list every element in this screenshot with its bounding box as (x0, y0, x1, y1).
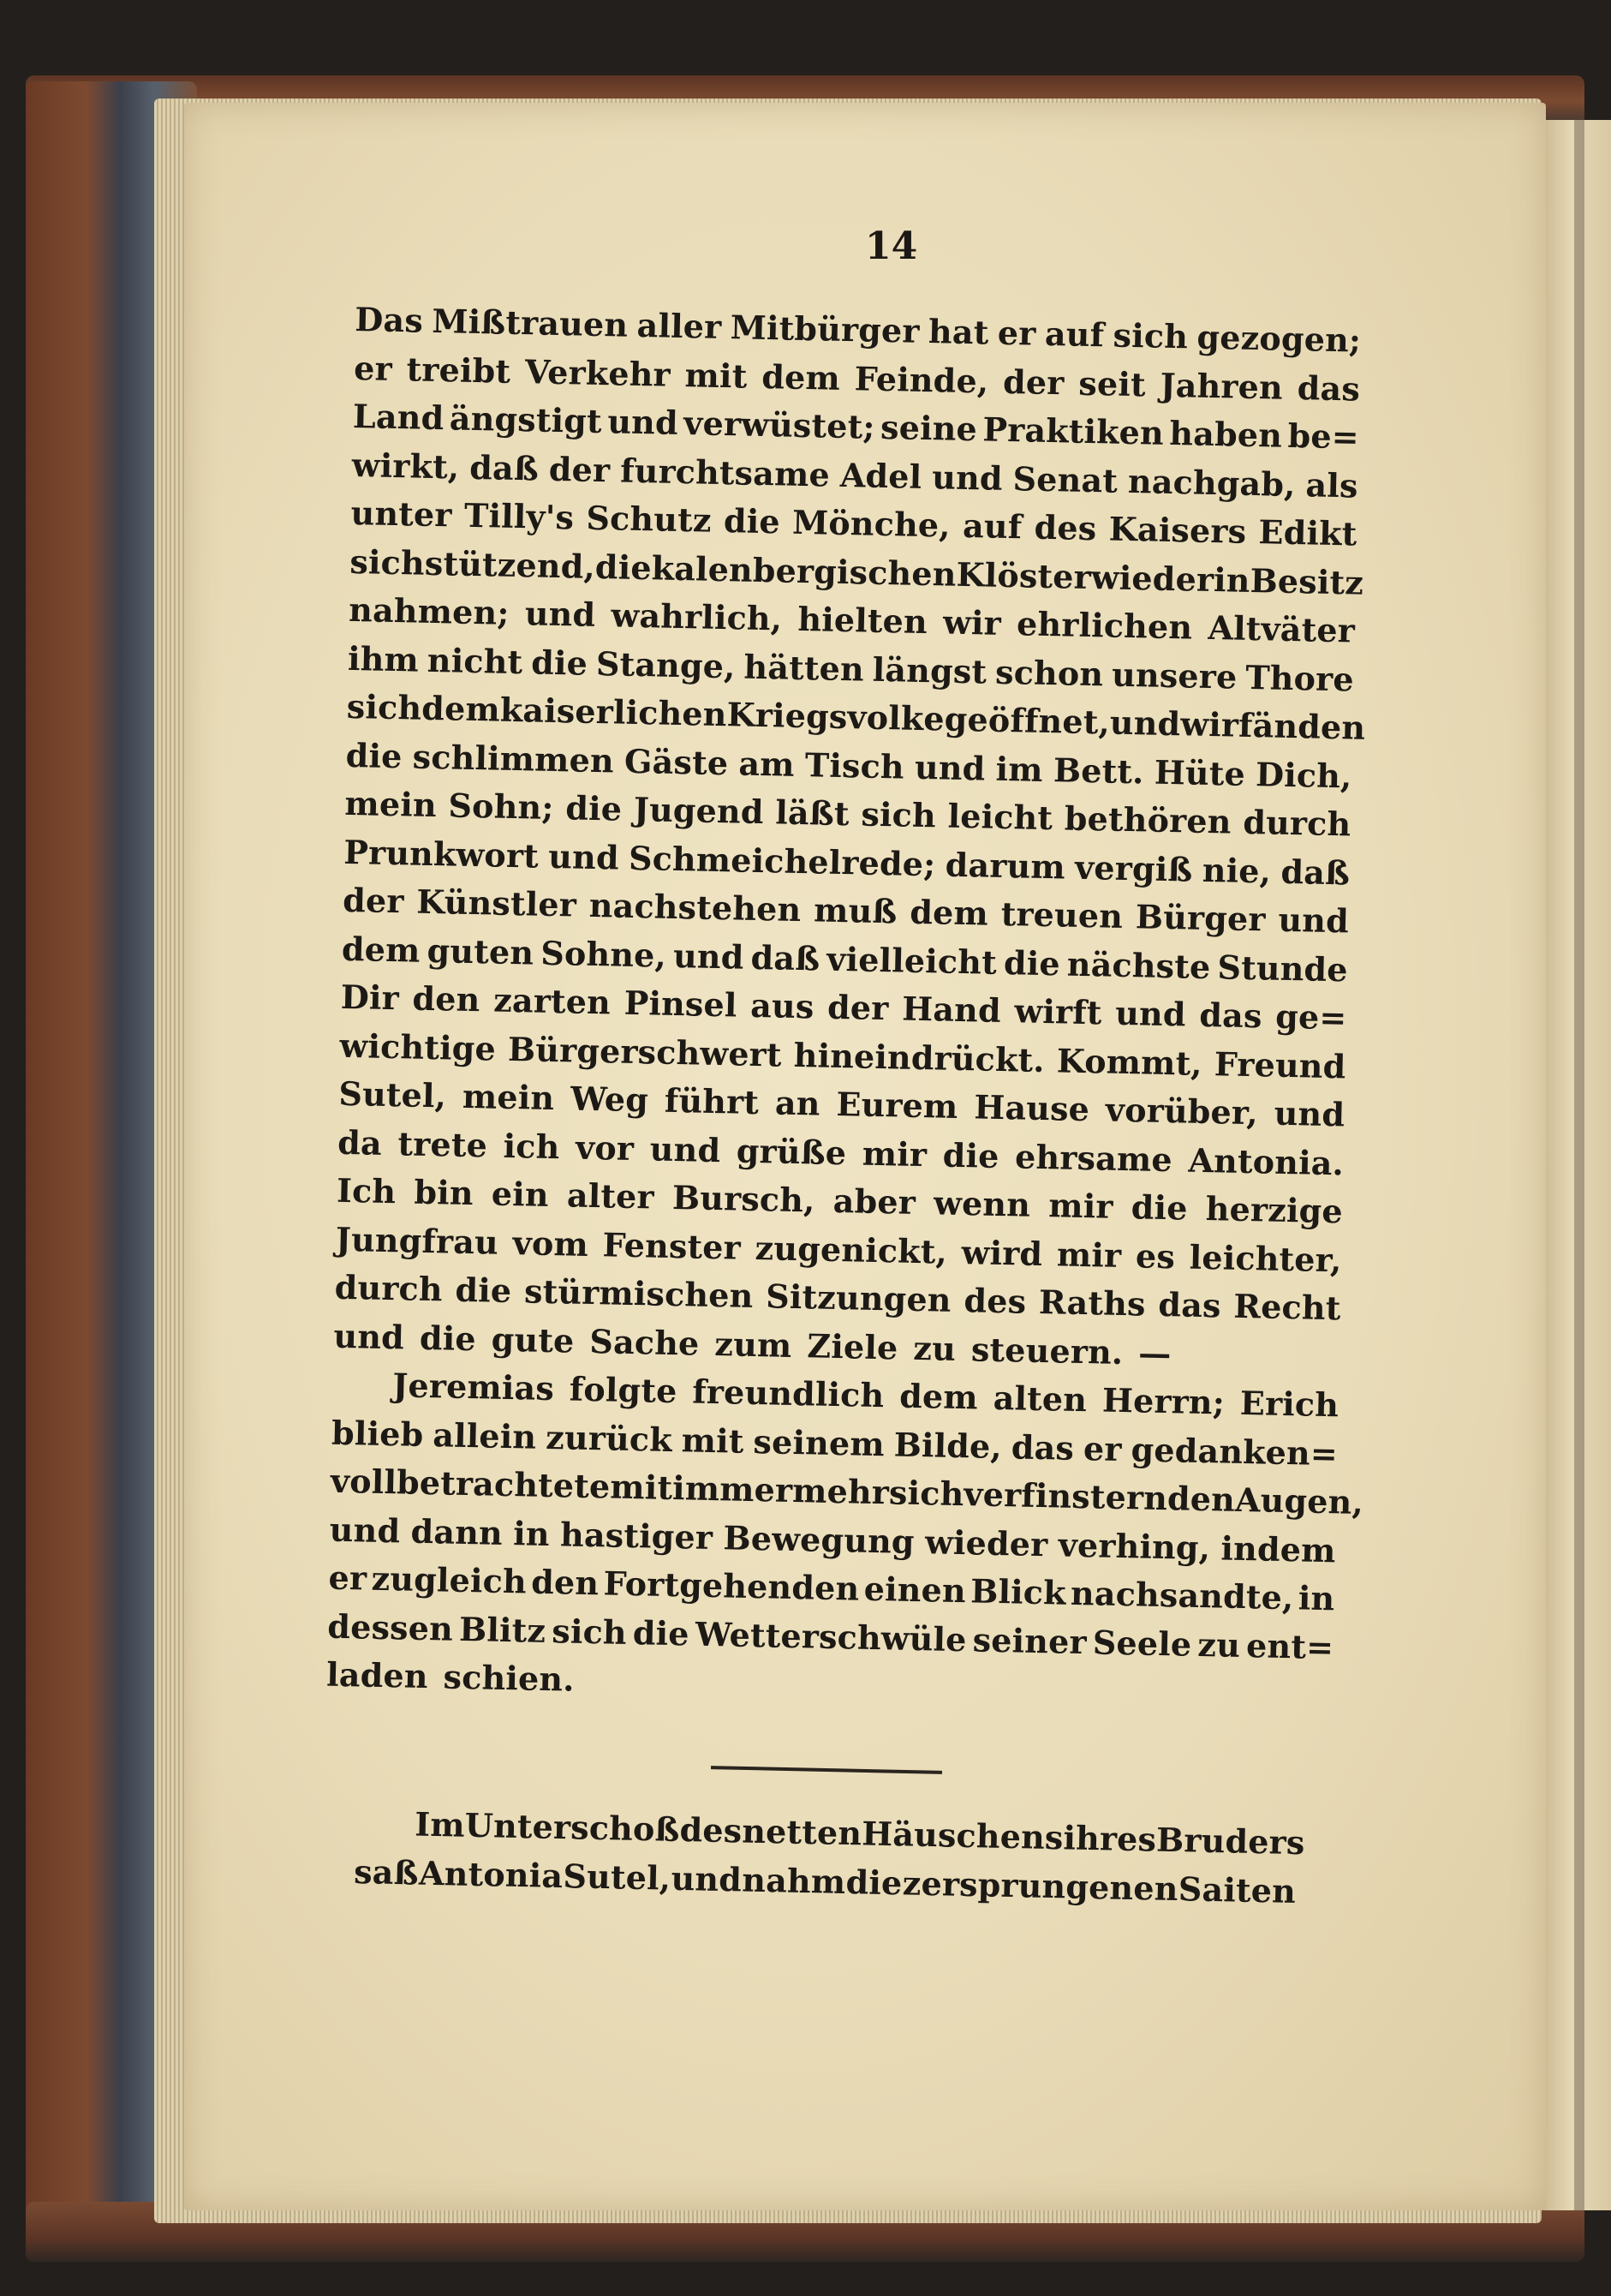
word: gedanken= (1131, 1429, 1339, 1473)
word: Senat (1012, 458, 1119, 500)
word: des (964, 1281, 1027, 1321)
word: die (845, 1862, 903, 1902)
word: im (995, 749, 1044, 789)
word: mein (462, 1076, 555, 1118)
word: den (530, 1562, 600, 1603)
word: seinem (753, 1421, 886, 1463)
word: Bürger (1135, 897, 1267, 939)
word: Stunde (1217, 947, 1349, 989)
word: Sitzungen (765, 1277, 952, 1319)
word: an (774, 1083, 821, 1123)
word: und (671, 1858, 743, 1898)
word: alter (566, 1175, 655, 1217)
word: Seele (1092, 1622, 1192, 1664)
word: das (1198, 995, 1263, 1036)
word: sich (1113, 315, 1189, 356)
word: der (1002, 362, 1065, 402)
word: Ich (336, 1170, 397, 1211)
word: die (455, 1270, 512, 1311)
word: nicht (427, 640, 523, 681)
word: Kaisers (1108, 509, 1247, 551)
word: des (1034, 507, 1097, 548)
word: steuern. (970, 1329, 1124, 1372)
word: furchtsame (619, 451, 831, 494)
word: nahm (741, 1859, 846, 1901)
word: Sohne, (540, 933, 667, 975)
word: und (1114, 993, 1187, 1034)
word: vorüber, (1105, 1090, 1259, 1133)
word: des (679, 1809, 743, 1851)
word: zum (713, 1324, 792, 1365)
word: durch (334, 1267, 444, 1309)
word: indem (1220, 1528, 1337, 1570)
word: den (412, 978, 481, 1019)
word: zersprungenen (902, 1863, 1179, 1908)
word: und (606, 402, 679, 442)
word: da (337, 1122, 383, 1163)
word: und (672, 936, 745, 977)
word: wieder (924, 1522, 1048, 1564)
word: und (329, 1510, 401, 1550)
word: Das (354, 299, 424, 340)
word: der (342, 880, 405, 921)
word: das (1011, 1426, 1075, 1468)
word: darum (945, 845, 1066, 886)
word: daß (750, 937, 820, 978)
word: Kommt, (1056, 1040, 1203, 1083)
word: sich (346, 686, 422, 727)
word: und (524, 594, 596, 634)
word: zurück (545, 1417, 673, 1459)
paragraph-2 (325, 1360, 1364, 1720)
word: und (1274, 1093, 1345, 1134)
word: am (738, 743, 796, 784)
word: treuen (1000, 894, 1124, 936)
word: die (345, 735, 403, 775)
word: folgte (569, 1369, 677, 1411)
word: läßt (774, 792, 850, 834)
word: verhing, (1058, 1525, 1211, 1567)
word: mit (681, 1420, 745, 1461)
word: Schutz (586, 498, 713, 540)
word: Recht (1232, 1286, 1341, 1328)
word: er (353, 348, 393, 388)
word: aller (636, 305, 722, 346)
word: Dich, (1255, 754, 1352, 795)
word: Bursch, (671, 1177, 816, 1220)
word: Hand (901, 989, 1002, 1030)
word: mir (1056, 1234, 1122, 1275)
word: er (328, 1558, 367, 1598)
word: Jugend (633, 789, 765, 832)
word: und (1278, 900, 1350, 941)
word: sich (888, 1473, 964, 1514)
word: wir (942, 602, 1002, 643)
word: die (1003, 942, 1061, 983)
word: freundlich (691, 1372, 885, 1415)
word: seiner (972, 1619, 1088, 1661)
word: voll (330, 1461, 397, 1502)
page-number: 14 (865, 224, 918, 268)
word: dem (761, 356, 841, 398)
word: bethören (1064, 798, 1232, 841)
word: ihm (347, 638, 420, 679)
word: Bürgerschwert (507, 1029, 783, 1074)
word: wichtige (339, 1025, 497, 1068)
word: verfinsternden (963, 1474, 1236, 1519)
word: Sutel, (563, 1856, 671, 1898)
word: stützend, (424, 543, 596, 586)
word: nahmen; (348, 589, 510, 632)
word: zugenickt, (755, 1228, 948, 1271)
word: nachsandte, (1070, 1573, 1294, 1617)
word: sich (349, 541, 426, 583)
word: saß (353, 1851, 420, 1892)
word: Erich (1239, 1383, 1340, 1425)
word: mit (609, 1467, 673, 1508)
word: Besitz (1250, 560, 1364, 602)
word: mir (1047, 1186, 1114, 1226)
word: wirft (1014, 991, 1103, 1032)
word: als (1305, 464, 1359, 505)
word: gute (491, 1319, 575, 1360)
word: und (547, 836, 620, 877)
word: in (512, 1513, 551, 1553)
word: die (632, 1612, 690, 1653)
word: die (1131, 1187, 1189, 1228)
word: Sutel, (338, 1073, 447, 1115)
word: Sache (589, 1321, 700, 1363)
paragraph-3 (353, 1799, 1305, 1916)
word: guten (427, 930, 534, 972)
word: gezogen; (1196, 317, 1362, 360)
word: Hause (973, 1087, 1090, 1129)
word: ge= (1274, 996, 1347, 1037)
word: Fortgehenden (603, 1564, 860, 1608)
word: hastiger (559, 1514, 713, 1557)
word: Altväter (1208, 607, 1356, 650)
word: Bilde, (893, 1424, 1003, 1466)
word: nachstehen (588, 885, 802, 930)
word: mein (344, 783, 438, 825)
word: muß (813, 890, 898, 931)
word: zu (1196, 1624, 1241, 1665)
word: er (997, 313, 1037, 353)
word: alten (993, 1378, 1088, 1420)
word: Weg (570, 1079, 649, 1120)
word: wenn (933, 1183, 1031, 1224)
word: verwüstet; (683, 404, 876, 446)
word: schlimmen (412, 737, 615, 780)
word: mehr (791, 1470, 890, 1512)
word: Unterschoß (464, 1805, 681, 1849)
word: bin (414, 1172, 474, 1213)
word: dessen (327, 1606, 454, 1648)
word: Land (352, 396, 445, 438)
word: Im (414, 1804, 466, 1845)
word: das (1297, 368, 1361, 409)
word: Jahren (1160, 365, 1284, 407)
paragraph-1 (333, 296, 1366, 1381)
word: Thore (1244, 657, 1355, 699)
word: Ziele (806, 1325, 898, 1367)
word: dem (909, 892, 989, 933)
word: laden (325, 1654, 429, 1696)
word: Tisch (804, 744, 905, 786)
binding-thread (1574, 120, 1584, 2210)
word: es (1135, 1235, 1176, 1276)
word: wieder (1090, 557, 1214, 599)
word: Adel (839, 455, 922, 496)
word: sich (551, 1611, 628, 1652)
word: stürmischen (523, 1271, 754, 1315)
word: haben (1168, 413, 1283, 455)
word: Verkehr (524, 351, 671, 394)
word: seit (1077, 363, 1147, 404)
word: Sohn; (448, 786, 555, 827)
word: Prunkwort (343, 832, 540, 876)
word: die (594, 547, 653, 587)
word: vergiß (1074, 847, 1193, 889)
word: mit (684, 355, 748, 396)
word: wirkt, (351, 445, 460, 487)
word: Blick (970, 1571, 1067, 1612)
word: leicht (947, 796, 1053, 838)
word: Antonia. (1188, 1140, 1345, 1182)
word: wir (1179, 704, 1239, 744)
word: hielten (797, 599, 928, 642)
word: immer (671, 1468, 793, 1510)
word: Fenster (602, 1224, 742, 1267)
word: herzige (1205, 1189, 1344, 1231)
word: die (419, 1318, 477, 1358)
word: trete (397, 1123, 488, 1164)
word: hätten (743, 647, 865, 689)
word: be= (1287, 416, 1360, 457)
word: Freund (1214, 1043, 1346, 1085)
word: Herrn; (1101, 1380, 1226, 1422)
word: allein (432, 1414, 537, 1456)
word: nächste (1066, 944, 1211, 986)
word: Gäste (624, 741, 729, 782)
word: Bewegung (723, 1517, 916, 1561)
word: und (1109, 703, 1181, 744)
word: Mönche, (791, 502, 952, 545)
word: Häuschens (861, 1814, 1064, 1857)
word: dem (898, 1376, 979, 1417)
word: Saiten (1178, 1868, 1297, 1910)
word: — (1137, 1332, 1172, 1372)
word: auf (1044, 314, 1105, 355)
word: Kriegsvolke (726, 695, 946, 738)
text-block-main (325, 296, 1366, 1720)
word: Künstler (415, 882, 577, 924)
word: zugleich (371, 1558, 528, 1601)
word: vor (575, 1127, 635, 1168)
word: netten (741, 1811, 862, 1853)
word: dann (410, 1511, 504, 1552)
word: wird (961, 1232, 1043, 1273)
word: dem (341, 929, 421, 970)
word: unter (350, 493, 453, 535)
word: Praktiken (982, 410, 1165, 452)
word: die (723, 501, 781, 541)
word: durch (1242, 802, 1351, 844)
word: Feinde, (854, 358, 989, 400)
word: schon (994, 652, 1104, 693)
word: Eurem (836, 1084, 958, 1126)
word: nie, (1202, 850, 1272, 891)
word: einen (863, 1569, 967, 1611)
word: aber (832, 1181, 916, 1222)
word: er (1083, 1428, 1123, 1468)
word: ihres (1063, 1818, 1157, 1859)
word: hat (928, 312, 989, 352)
word: treibt (406, 349, 511, 391)
word: Edikt (1258, 512, 1357, 553)
word: ich (503, 1126, 560, 1166)
word: mir (862, 1133, 928, 1174)
word: kaiserlichen (499, 690, 728, 734)
word: Bruders (1155, 1820, 1305, 1863)
word: aus (749, 985, 814, 1026)
word: führt (664, 1080, 760, 1122)
word: Pinsel (624, 983, 738, 1025)
word: und (333, 1316, 405, 1356)
word: unsere (1111, 655, 1238, 697)
word: blieb (331, 1413, 424, 1454)
word: ängstigt (449, 398, 603, 441)
word: ein (491, 1174, 550, 1214)
word: die (564, 788, 623, 828)
word: Stange, (595, 643, 737, 685)
word: Antonia (418, 1853, 564, 1895)
word: Augen, (1234, 1480, 1364, 1522)
word: kalenbergischen (651, 547, 958, 594)
word: und (931, 457, 1004, 498)
word: nachgab, (1127, 461, 1297, 504)
word: ehrsame (1014, 1136, 1173, 1179)
word: Bett. (1053, 750, 1145, 791)
word: dem (421, 688, 501, 729)
word: grüße (736, 1131, 847, 1172)
word: zu (912, 1328, 957, 1368)
word: Raths (1038, 1282, 1147, 1324)
word: Mitbürger (730, 308, 921, 350)
word: Blitz (458, 1609, 546, 1650)
word: und (649, 1128, 721, 1169)
word: und (914, 747, 986, 788)
word: der (548, 449, 611, 489)
word: wahrlich, (611, 595, 783, 638)
word: die (942, 1135, 1000, 1175)
word: ent= (1245, 1625, 1334, 1666)
word: der (826, 987, 890, 1028)
word: Hüte (1154, 752, 1246, 793)
word: auf (962, 505, 1023, 547)
word: zarten (492, 980, 612, 1022)
word: schien. (443, 1657, 576, 1699)
word: vom (512, 1223, 589, 1264)
word: sich (861, 794, 937, 835)
word: in (1298, 1578, 1335, 1618)
word: betrachtete (396, 1462, 611, 1506)
word: Tilly's (463, 495, 575, 537)
word: längst (872, 649, 987, 691)
word: Jungfrau (335, 1219, 499, 1262)
word: ehrlichen (1016, 604, 1193, 647)
word: Dir (340, 977, 400, 1018)
word: Schmeichelrede; (628, 838, 936, 883)
word: daß (1280, 852, 1351, 892)
word: das (1157, 1284, 1222, 1325)
word: geöffnet, (944, 699, 1111, 742)
word: leichter, (1189, 1237, 1343, 1279)
word: hineindrückt. (793, 1035, 1046, 1079)
word: Wetterschwüle (695, 1614, 968, 1659)
word: fänden (1238, 705, 1366, 747)
word: daß (468, 447, 540, 488)
word: in (1213, 559, 1251, 600)
word: die (530, 642, 588, 683)
text-block-continued (353, 1799, 1305, 1916)
word: Klöster (956, 554, 1092, 596)
word: seine (880, 407, 978, 449)
word: Jeremias (391, 1366, 555, 1408)
word: vielleicht (826, 939, 998, 982)
word: Mißtrauen (431, 301, 629, 344)
